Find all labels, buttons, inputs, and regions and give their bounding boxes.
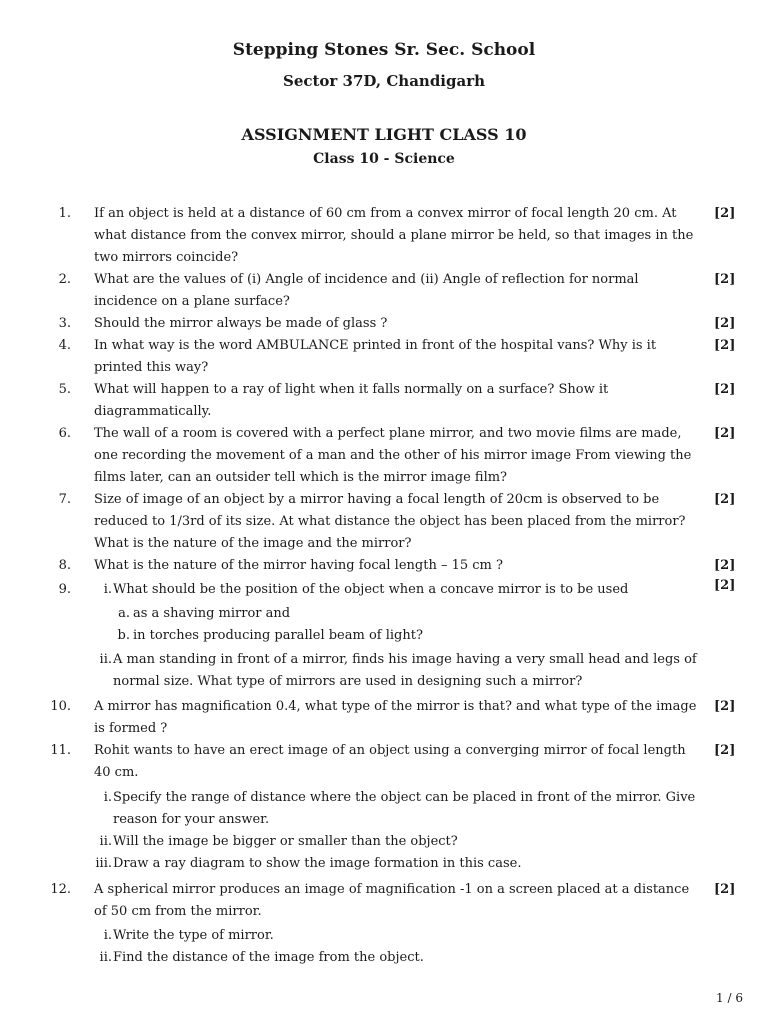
roman-marker: ii. [99,950,112,965]
question-text: In what way is the word AMBULANCE printed in front of the hospital vans? Why is it printed this way? [94,338,657,375]
subquestion-i [0,787,768,831]
letter-marker: b. [117,628,130,643]
marks-label: [2] [714,578,736,593]
subquestion-a [0,603,768,625]
question-number: 1. [58,206,71,221]
question-text: A mirror has magnification 0.4, what type of the mirror is that? and what type of the image is formed ? [94,699,697,736]
roman-marker: i. [103,790,112,805]
subquestion-text: as a shaving mirror and [133,606,291,621]
question-9 [0,579,768,693]
question-text: A spherical mirror produces an image of magnification -1 on a screen placed at a distance of 50 cm from the mirror. [94,882,690,919]
subquestion-text: Will the image be bigger or smaller than the object? [113,834,458,849]
question-text: Size of image of an object by a mirror having a focal length of 20cm is observed to be reduced to 1/3rd of its size. At what distance the object has been placed from the mirror? What is the nature of the image and the mirror? [94,492,686,551]
marks-label: [2] [714,882,736,897]
subquestion-text: Write the type of mirror. [113,928,274,943]
question-3 [0,313,768,335]
question-4 [0,335,768,379]
roman-marker: i. [103,928,112,943]
subquestion-text: A man standing in front of a mirror, finds his image having a very small head and legs of normal size. What type of mirrors are used in designing such a mirror? [113,652,697,689]
question-11 [0,740,768,875]
question-text: What will happen to a ray of light when it falls normally on a surface? Show it diagrammatically. [94,382,609,419]
question-number: 5. [58,382,71,397]
subquestion-ii [0,649,768,693]
roman-marker: ii. [99,652,112,667]
subquestion-text: What should be the position of the object when a concave mirror is to be used [113,582,629,597]
question-list [0,203,768,969]
subquestion-i [0,925,768,947]
question-text: Rohit wants to have an erect image of an object using a converging mirror of focal length 40 cm. [94,743,686,780]
subquestion-text: in torches producing parallel beam of light? [133,628,423,643]
class-subject: Class 10 - Science [313,151,455,167]
question-6 [0,423,768,489]
subquestion-ii [0,831,768,853]
subquestion-b [0,625,768,647]
subquestion-text: Find the distance of the image from the object. [113,950,424,965]
question-number: 9. [58,582,71,597]
question-number: 10. [50,699,71,714]
marks-label: [2] [714,206,736,221]
marks-label: [2] [714,492,736,507]
subquestion-iii [0,853,768,875]
question-text: What is the nature of the mirror having focal length – 15 cm ? [94,558,503,573]
subquestion-i [0,579,768,601]
question-text: The wall of a room is covered with a perfect plane mirror, and two movie films are made, one recording the movement of a man and the other of his mirror image From viewing the films later, can an outsider tell which is the mirror image film? [94,426,692,485]
question-5 [0,379,768,423]
marks-label: [2] [714,699,736,714]
marks-label: [2] [714,426,736,441]
marks-label: [2] [714,272,736,287]
page-indicator: 1 / 6 [716,991,743,1005]
question-8 [0,555,768,577]
question-number: 12. [50,882,71,897]
marks-label: [2] [714,558,736,573]
letter-marker: a. [118,606,130,621]
marks-label: [2] [714,382,736,397]
school-address: Sector 37D, Chandigarh [282,72,486,90]
question-number: 8. [58,558,71,573]
question-number: 6. [58,426,71,441]
question-text: If an object is held at a distance of 60 cm from a convex mirror of focal length 20 cm. At what distance from the convex mirror, should a plane mirror be held, so that images in the two mirrors coincide? [94,206,694,265]
question-number: 11. [50,743,71,758]
marks-label: [2] [714,743,736,758]
question-1 [0,203,768,269]
subquestion-ii [0,947,768,969]
question-2 [0,269,768,313]
school-name: Stepping Stones Sr. Sec. School [232,40,536,60]
marks-label: [2] [714,316,736,331]
question-number: 4. [58,338,71,353]
question-number: 3. [58,316,71,331]
roman-marker: iii. [95,856,112,871]
assignment-title: ASSIGNMENT LIGHT CLASS 10 [241,125,527,144]
question-text: Should the mirror always be made of glass ? [94,316,388,331]
roman-marker: ii. [99,834,112,849]
question-number: 7. [58,492,71,507]
question-10 [0,696,768,740]
question-number: 2. [58,272,71,287]
question-12 [0,879,768,969]
question-7 [0,489,768,555]
subquestion-text: Draw a ray diagram to show the image formation in this case. [113,856,522,871]
roman-marker: i. [103,582,112,597]
marks-label: [2] [714,338,736,353]
question-text: What are the values of (i) Angle of incidence and (ii) Angle of reflection for normal incidence on a plane surface? [94,272,639,309]
subquestion-text: Specify the range of distance where the object can be placed in front of the mirror. Give reason for your answer. [113,790,696,827]
